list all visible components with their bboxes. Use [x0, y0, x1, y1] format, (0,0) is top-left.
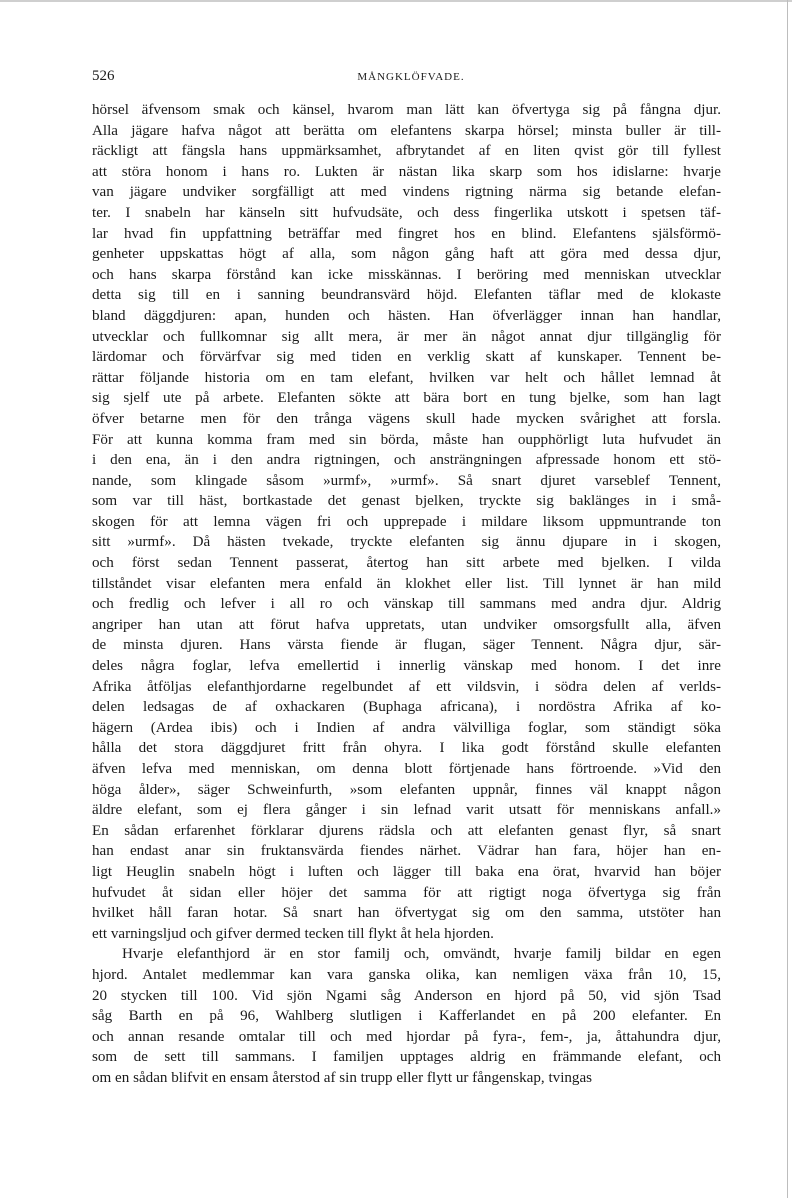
text-line: hägern (Ardea ibis) och i Indien af andra välvilliga foglar, som ständigt söka	[92, 719, 721, 736]
paragraph	[92, 944, 721, 1088]
text-line: bland däggdjuren: apan, hunden och hästen. Han öfverlägger innan han handlar,	[92, 307, 721, 324]
scan-top-edge	[0, 0, 792, 2]
text-line: äfven lefva med menniskan, om denna blott förtjenade hans förtroende. »Vid den	[92, 761, 721, 777]
text-line: som var till häst, bortkastade det genast bjelken, tryckte sig baklänges in i små-	[92, 493, 721, 510]
text-line: och först sedan Tennent passerat, återtog han sitt arbete med bjelken. I vilda	[92, 555, 721, 572]
text-line: delen ledsagas de af oxhackaren (Buphaga africana), i nordöstra Afrika af ko-	[92, 699, 721, 716]
text-line: tillståndet visar elefanten mera enfald än klokhet eller list. Till lynnet är han mild	[92, 575, 721, 592]
text-line: detta sig till en i sanning beundransvärd höjd. Elefanten täflar med de klokaste	[92, 287, 721, 304]
text-line: han endast anar sin fruktansvärda fiendes närhet. Vädrar han fara, höjer han en-	[92, 843, 721, 860]
text-line: att störa honom i hans ro. Lukten är nästan lika skarp som hos idislarne: hvarje	[92, 163, 721, 180]
text-line: En sådan erfarenhet förklarar djurens rädsla och att elefanten genast flyr, så snart	[92, 822, 721, 839]
text-line: ett varningsljud och gifver dermed tecken till flykt åt hela hjorden.	[92, 925, 494, 942]
text-line: äldre elefant, som ej flera gånger i sin lefnad varit utsatt för menniskans anfall.»	[92, 802, 721, 819]
text-line: och fredlig och lefver i all ro och vänskap till sammans med andra djur. Aldrig	[92, 596, 721, 613]
text-line: lärdomar och förvärfvar sig med tiden en verklig skatt af kunskaper. Tennent be-	[92, 349, 721, 366]
text-line: genheter uppskattas högt af alla, som någon gång haft att göra med dessa djur,	[92, 246, 721, 263]
text-line: hjord. Antalet medlemmar kan vara ganska olika, kan nemligen växa från 10, 15,	[92, 966, 721, 983]
text-line: ter. I snabeln har känseln sitt hufvudsäte, och dess fingerlika utskott i spetsen täf-	[92, 204, 721, 221]
text-line: de minsta djuren. Hans värsta fiende är flugan, säger Tennent. Några djur, sär-	[92, 637, 721, 654]
text-line: som de sett till sammans. I familjen upptages aldrig en främmande elefant, och	[92, 1049, 721, 1066]
text-line: 20 stycken till 100. Vid sjön Ngami såg Anderson en hjord på 50, vid sjön Tsad	[92, 987, 721, 1004]
text-line: och hans skarpa förstånd kan icke misskännas. I beröring med menniskan utvecklar	[92, 266, 721, 283]
text-line: öfver betarne men för den trånga vägens skull hade mycken svårighet att forsla.	[92, 410, 721, 427]
text-line: Alla jägare hafva något att berätta om elefantens skarpa hörsel; minsta buller är till-	[92, 122, 721, 139]
text-line: Hvarje elefanthjord är en stor familj och, omvändt, hvarje familj bildar en egen	[122, 946, 721, 963]
text-line: såg Barth en på 96, Wahlberg slutligen i Kafferlandet en på 200 elefanter. En	[92, 1008, 721, 1025]
text-line: utvecklar och fullkomnar sig allt mera, är mer än något annat djur tillgänglig för	[92, 328, 721, 345]
text-line: höga ålder», säger Schweinfurth, »som elefanten uppnår, finnes väl knappt någon	[92, 781, 721, 798]
body-text	[92, 100, 721, 1089]
paragraph	[92, 100, 721, 944]
scan-right-edge	[787, 0, 788, 1198]
text-line: sitt »urmf». Då hästen tvekade, tryckte elefanten sig ännu djupare in i skogen,	[92, 534, 721, 551]
text-line: och annan resande omtalar till och med hjordar på fyra-, fem-, ja, åttahundra djur,	[92, 1028, 721, 1045]
text-line: angriper han utan att förut hafva uppretats, utan undviker omsorgsfullt alla, äfven	[92, 616, 721, 633]
text-line: ligt Heuglin snabeln högt i luften och lägger till baka ena örat, hvarvid han böjer	[92, 863, 721, 880]
text-line: räckligt att fängsla hans uppmärksamhet, afbrytandet af en liten qvist gör till fyllest	[92, 143, 721, 160]
text-line: deles några foglar, lefva emellertid i innerlig vänskap med honom. I det inre	[92, 658, 721, 675]
text-line: om en sådan blifvit en ensam återstod af sin trupp eller flytt ur fångenskap, tvingas	[92, 1069, 593, 1086]
text-line: skogen för att lemna vägen fri och upprepade i mildare liksom uppmuntrande ton	[92, 513, 721, 530]
text-line: nande, som klingade såsom »urmf», »urmf». Så snart djuret varseblef Tennent,	[92, 472, 721, 489]
text-line: hålla det stora däggdjuret fritt från ohyra. I lika godt förstånd skulle elefanten	[92, 740, 721, 757]
page-number: 526	[92, 68, 115, 84]
running-head: MÅNGKLÖFVADE.	[357, 71, 465, 83]
text-line: lar hvad fin uppfattning beträffar med fingret hos en blind. Elefantens själsförmö-	[92, 225, 721, 242]
text-line: Afrika åtföljas elefanthjordarne regelbundet af ett vildsvin, i södra delen af verlds-	[92, 678, 721, 695]
text-line: rättar följande historia om en tam elefant, hvilken var helt och hållet lemnad åt	[92, 369, 721, 386]
text-line: För att kunna komma fram med sin börda, måste han oupphörligt luta hufvudet än	[92, 431, 721, 448]
text-line: van jägare undviker sorgfälligt att med vindens rigtning närma sig betande elefan-	[92, 184, 721, 201]
text-line: hufvudet åt sidan eller höjer det samma för att rigtigt noga öfvertyga sig från	[92, 884, 721, 901]
text-line: i den ena, än i den andra rigtningen, och ansträngningen afpressade honom ett stö-	[92, 452, 721, 469]
text-line: hörsel äfvensom smak och känsel, hvarom man lätt kan öfvertyga sig på fångna djur.	[92, 102, 721, 118]
text-line: sig sjelf ute på arbete. Elefanten sökte att bära bort en tung bjelke, som han lagt	[92, 390, 721, 407]
text-line: hvilket håll faran hotar. Så snart han öfvertygat sig om den samma, utstöter han	[92, 905, 721, 922]
